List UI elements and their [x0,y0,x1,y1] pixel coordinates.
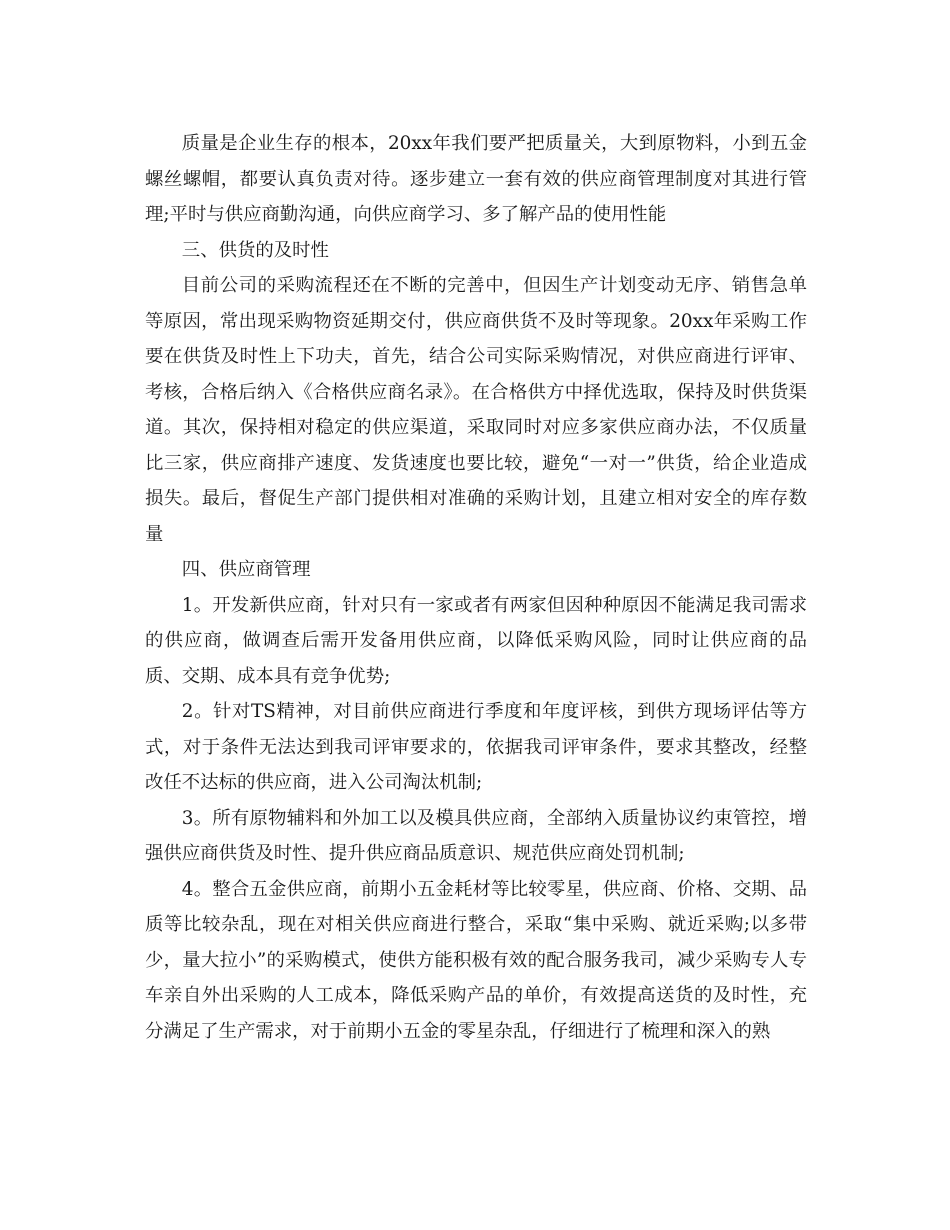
list-item-1: 1。开发新供应商，针对只有一家或者有两家但因种种原因不能满足我司需求的供应商，做调查后需开发备用供应商，以降低采购风险，同时让供应商的品质、交期、成本具有竞争优势; [145,594,807,687]
list-item-2: 2。针对TS精神，对目前供应商进行季度和年度评核，到供方现场评估等方式，对于条件无法达到我司评审要求的，依据我司评审条件，要求其整改，经整改任不达标的供应商，进入公司淘汰机制; [145,701,807,793]
list-item-4: 4。整合五金供应商，前期小五金耗材等比较零星，供应商、价格、交期、品质等比较杂乱，现在对相关供应商进行整合，采取“集中采购、就近采购;以多带少，量大拉小”的采购模式，使供方能积极有效的配合服务我司，减少采购专人专车亲自外出采购的人工成本，降低采购产品的单价，有效提高送货的及时性，充分满足了生产需求，对于前期小五金的零星杂乱，仔细进行了梳理和深入的熟 [145,878,807,1042]
section-heading-supply-timeliness: 三、供货的及时性 [181,239,329,261]
paragraph-quality: 质量是企业生存的根本，20xx年我们要严把质量关，大到原物料，小到五金螺丝螺帽，都要认真负责对待。逐步建立一套有效的供应商管理制度对其进行管理;平时与供应商勤沟通，向供应商学习、多了解产品的使用性能 [145,133,807,225]
list-item-3: 3。所有原物辅料和外加工以及模具供应商，全部纳入质量协议约束管控，增强供应商供货及时性、提升供应商品质意识、规范供应商处罚机制; [145,807,807,864]
document-body [145,126,807,1049]
paragraph-supply-timeliness: 目前公司的采购流程还在不断的完善中，但因生产计划变动无序、销售急单等原因，常出现采购物资延期交付，供应商供货不及时等现象。20xx年采购工作要在供货及时性上下功夫，首先，结合公司实际采购情况，对供应商进行评审、考核，合格后纳入《合格供应商名录》。在合格供方中择优选取，保持及时供货渠道。其次，保持相对稳定的供应渠道，采取同时对应多家供应商办法，不仅质量比三家，供应商排产速度、发货速度也要比较，避免“一对一”供货，给企业造成损失。最后，督促生产部门提供相对准确的采购计划，且建立相对安全的库存数量 [145,275,807,545]
section-heading-supplier-management: 四、供应商管理 [181,559,311,580]
